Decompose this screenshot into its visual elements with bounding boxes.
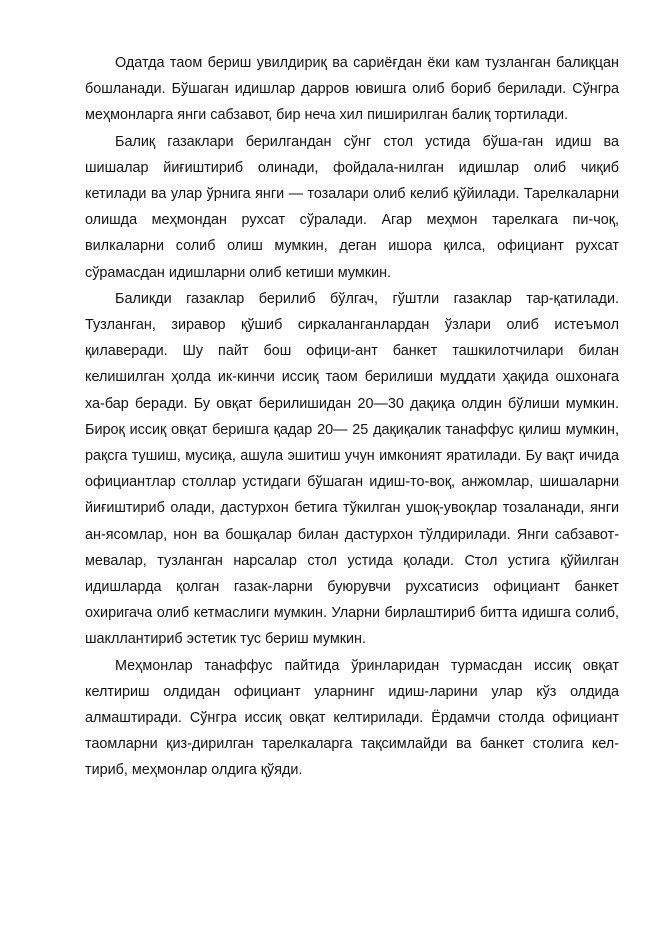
paragraph-1: Одатда таом бериш увилдириқ ва сариёғдан ёки кам тузланган балиқцан бошланади. Бўшаган идишлар дарров ювишга олиб бориб берилади. Сўнгра меҳмонларга янги сабзавот, бир неча хил пиширилган балиқ тортилади. bbox=[85, 55, 619, 124]
document-page bbox=[85, 50, 619, 784]
paragraph-3: Баликди газаклар берилиб бўлгач, гўштли газаклар тар-қатилади. Тузланган, зиравор қўшиб сиркаланганлардан ўзлари олиб истеъмол қилаверади. Шу пайт бош офици-ант банкет ташкилотчилари билан келишилган ҳолда ик-кинчи иссиқ таом берилиши муддати ҳақида ошхонага ха-бар беради. Бу овқат берилишидан 20—30 дақиқа олдин бўлиши мумкин. Бироқ иссиқ овқат беришга қадар 20— 25 дақиқалик танаффус қилиш мумкин, рақсга тушиш, мусиқа, ашула эшитиш учун имконият яратилади. Бу вақт ичида официантлар столлар устидаги бўшаган идиш-то-воқ, анжомлар, шишаларни йиғиштириб олади, дастурхон бетига тўкилган ушоқ-увоқлар тозаланади, янги ан-ясомлар, нон ва бошқалар билан дастурхон тўлдирилади. Янги сабзавот-мевалар, тузланган нарсалар стол устида қолади. Стол устига қўйилган идишларда қолган газак-ларни буюрувчи рухсатисиз официант банкет охиригача олиб кетмаслиги мумкин. Уларни бирлаштириб битта идишга солиб, шакллантириб эстетик тус бериш мумкин. bbox=[85, 290, 619, 648]
paragraph-2: Балиқ газаклари берилгандан сўнг стол устида бўша-ган идиш ва шишалар йиғиштириб олинади, фойдала-нилган идишлар олиб чиқиб кетилади ва улар ўрнига янги — тозалари олиб келиб қўйилади. Тарелкаларни олишда меҳмондан рухсат сўралади. Агар меҳмон тарелкага пи-чоқ, вилкаларни солиб олиш мумкин, деган ишора қилса, официант рухсат сўрамасдан идишларни олиб кетиши мумкин. bbox=[85, 133, 619, 281]
paragraph-4: Меҳмонлар танаффус пайтида ўринларидан турмасдан иссиқ овқат келтириш олдидан официант уларнинг идиш-ларини улар кўз олдида алмаштиради. Сўнгра иссиқ овқат келтирилади. Ёрдамчи столда официант таомларни қиз-дирилган тарелкаларга тақсимлайди ва банкет столига кел-тириб, меҳмонлар олдига қўяди. bbox=[85, 657, 619, 779]
